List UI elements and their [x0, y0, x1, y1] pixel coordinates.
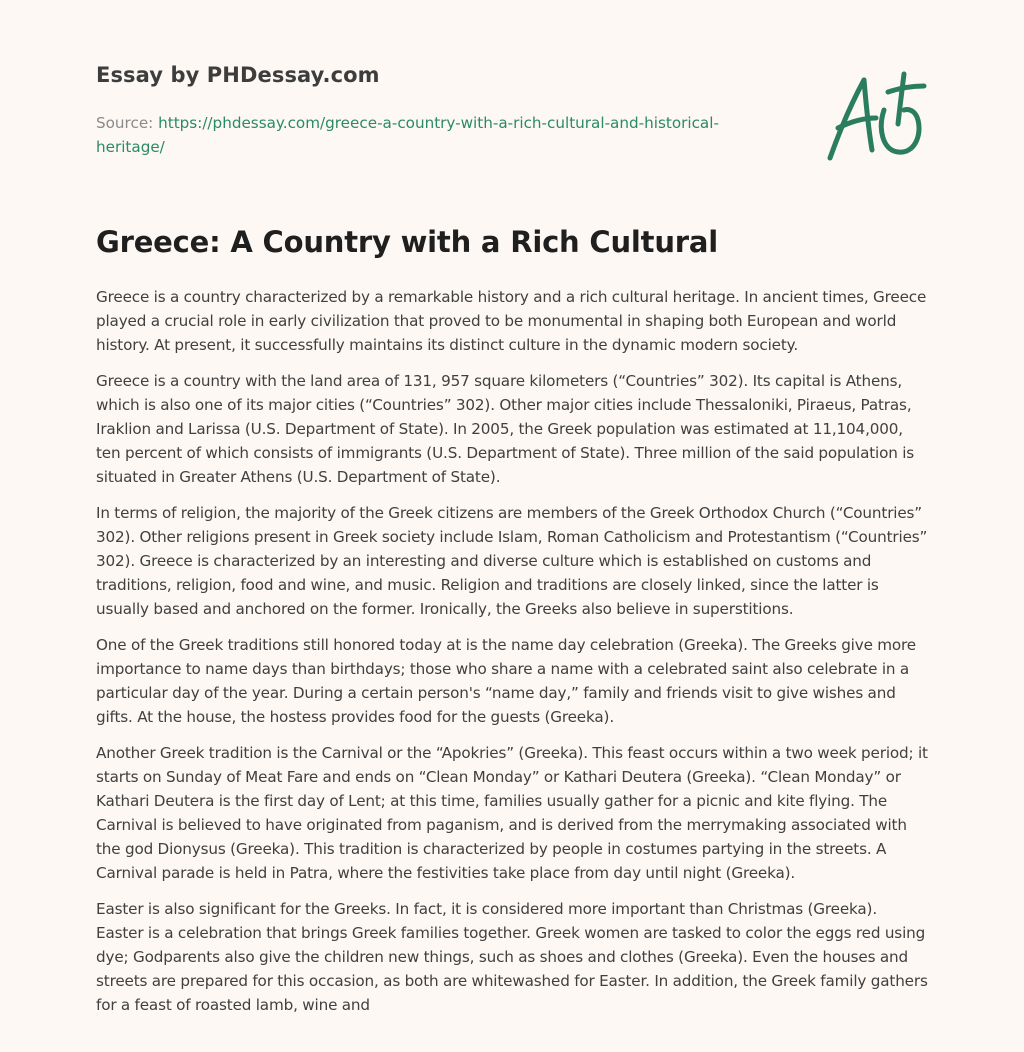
essay-paragraph: Another Greek tradition is the Carnival or the “Apokries” (Greeka). This feast occurs within a two week period; it starts on Sunday of Meat Fare and ends on “Clean Monday” or Kathari Deutera (Greeka). “Clean Monday” or Kathari Deutera is the first day of Lent; at this time, families usually gather for a picnic and kite flying. The Carnival is believed to have originated from paganism, and is derived from the merrymaking associated with the god Dionysus (Greeka). This tradition is characterized by people in costumes partying in the streets. A Carnival parade is held in Patra, where the festivities take place from day until night (Greeka).: [96, 744, 928, 882]
a-plus-logo-icon: [818, 66, 930, 166]
essay-paragraph: Greece is a country with the land area of 131, 957 square kilometers (“Countries” 302). Its capital is Athens, which is also one of its major cities (“Countries” 302). Other major cities include Thessaloniki, Piraeus, Patras, Iraklion and Larissa (U.S. Department of State). In 2005, the Greek population was estimated at 11,104,000, ten percent of which consists of immigrants (U.S. Department of State). Three million of the said population is situated in Greater Athens (U.S. Department of State).: [96, 372, 915, 486]
source-label: Source:: [96, 114, 159, 132]
essay-paragraph: In terms of religion, the majority of the Greek citizens are members of the Greek Orthodox Church (“Countries” 302). Other religions present in Greek society include Islam, Roman Catholicism and Protestantism (“Countries” 302). Greece is characterized by an interesting and diverse culture which is established on customs and traditions, religion, food and wine, and music. Religion and traditions are closely linked, since the latter is usually based and anchored on the former. Ironically, the Greeks also believe in superstitions.: [96, 504, 928, 618]
essay-paragraph: Greece is a country characterized by a remarkable history and a rich cultural heritage. In ancient times, Greece played a crucial role in early civilization that proved to be monumental in shaping both European and world history. At present, it successfully maintains its distinct culture in the dynamic modern society.: [96, 288, 927, 354]
source-line: [96, 111, 736, 159]
essay-paragraph: One of the Greek traditions still honored today at is the name day celebration (Greeka). The Greeks give more importance to name days than birthdays; those who share a name with a celebrated saint also celebrate in a particular day of the year. During a certain person's “name day,” family and friends visit to give wishes and gifts. At the house, the hostess provides food for the guests (Greeka).: [96, 636, 917, 726]
source-link[interactable]: https://phdessay.com/greece-a-country-with-a-rich-cultural-and-historical-heritage/: [96, 114, 719, 156]
site-title: Essay by PHDessay.com: [96, 63, 380, 87]
essay-paragraph: Easter is also significant for the Greeks. In fact, it is considered more important than Christmas (Greeka). Easter is a celebration that brings Greek families together. Greek women are tasked to color the eggs red using dye; Godparents also give the children new things, such as shoes and clothes (Greeka). Even the houses and streets are prepared for this occasion, as both are whitewashed for Easter. In addition, the Greek family gathers for a feast of roasted lamb, wine and: [96, 900, 928, 1014]
essay-body: [96, 285, 928, 1029]
essay-title: Greece: A Country with a Rich Cultural: [96, 225, 718, 259]
